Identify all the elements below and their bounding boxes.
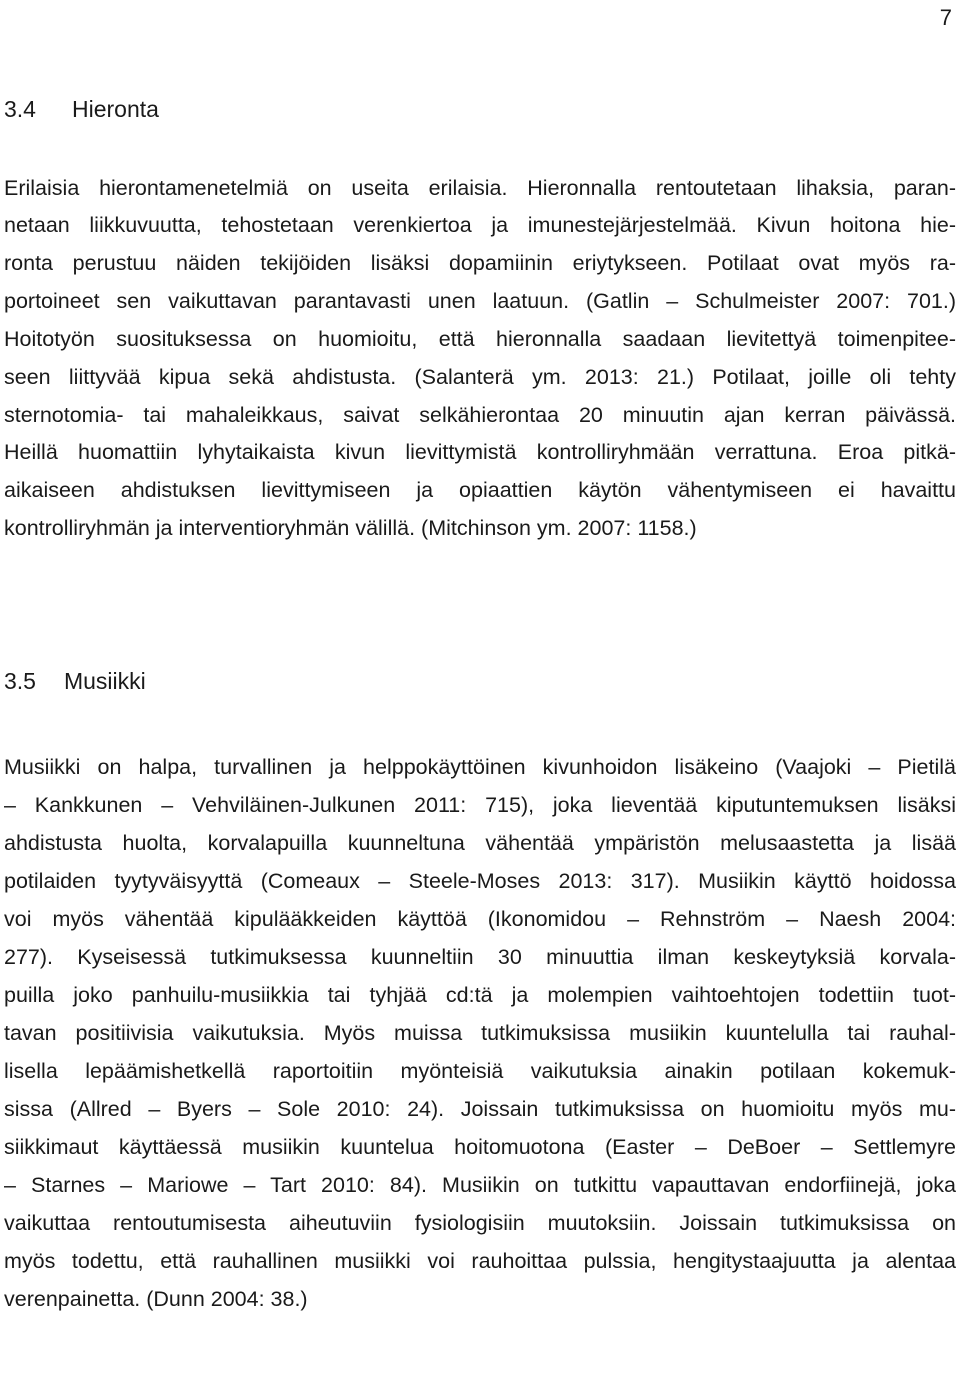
text-line: voi myös vähentää kipulääkkeiden käyttöä (Ikonomidou – Rehnström – Naesh 2004: <box>4 907 956 931</box>
text-line: potilaiden tyytyväisyyttä (Comeaux – Steele-Moses 2013: 317). Musiikin käyttö hoidossa <box>4 869 956 893</box>
text-line: – Starnes – Mariowe – Tart 2010: 84). Musiikin on tutkittu vapauttavan endorfiinejä, joka <box>4 1173 956 1197</box>
section-heading-musiikki <box>4 666 146 696</box>
text-line: 277). Kyseisessä tutkimuksessa kuunneltiin 30 minuuttia ilman keskeytyksiä korvala- <box>4 945 956 969</box>
text-line: tavan positiivisia vaikutuksia. Myös muissa tutkimuksissa musiikin kuuntelulla tai rauhal- <box>4 1021 956 1045</box>
section-heading-hieronta <box>4 94 159 124</box>
text-line: portoineet sen vaikuttavan parantavasti unen laatuun. (Gatlin – Schulmeister 2007: 701.) <box>4 289 956 313</box>
text-line: ahdistusta huolta, korvalapuilla kuunneltuna vähentää ympäristön melusaastetta ja lisää <box>4 831 956 855</box>
section-title: Hieronta <box>71 96 159 122</box>
text-line: kontrolliryhmän ja interventioryhmän välillä. (Mitchinson ym. 2007: 1158.) <box>4 516 697 540</box>
section-title: Musiikki <box>63 668 146 694</box>
page-number: 7 <box>939 5 952 30</box>
text-line: netaan liikkuvuutta, tehostetaan verenkiertoa ja imunestejärjestelmää. Kivun hoitona hie- <box>4 213 956 237</box>
section-number: 3.4 <box>4 96 36 122</box>
section-number: 3.5 <box>4 668 36 694</box>
text-line: Erilaisia hierontamenetelmiä on useita erilaisia. Hieronnalla rentoutetaan lihaksia, paran- <box>4 176 956 200</box>
text-line: puilla joko panhuilu-musiikkia tai tyhjää cd:tä ja molempien vaihtoehtojen todettiin tuot- <box>4 983 956 1007</box>
text-line: Hoitotyön suosituksessa on huomioitu, että hieronnalla saadaan lievitettyä toimenpitee- <box>4 327 956 351</box>
text-line: Musiikki on halpa, turvallinen ja helppokäyttöinen kivunhoidon lisäkeino (Vaajoki – Pietilä <box>4 755 956 779</box>
text-line: seen liittyvää kipua sekä ahdistusta. (Salanterä ym. 2013: 21.) Potilaat, joille oli tehty <box>4 365 956 389</box>
text-line: vaikuttaa rentoutumisesta aiheutuviin fysiologisiin muutoksiin. Joissain tutkimuksissa on <box>4 1211 956 1235</box>
text-line: aikaiseen ahdistuksen lievittymiseen ja opiaattien käytön vähentymiseen ei havaittu <box>4 478 956 502</box>
text-line: ronta perustuu näiden tekijöiden lisäksi dopamiinin eriytykseen. Potilaat ovat myös ra- <box>4 251 956 275</box>
text-line: Heillä huomattiin lyhytaikaista kivun lievittymistä kontrolliryhmään verrattuna. Eroa pitkä- <box>4 440 956 464</box>
text-line: – Kankkunen – Vehviläinen-Julkunen 2011: 715), joka lieventää kiputuntemuksen lisäksi <box>4 793 956 817</box>
text-line: lisella lepäämishetkellä raportoitiin myönteisiä vaikutuksia ainakin potilaan kokemuk- <box>4 1059 956 1083</box>
text-line: myös todettu, että rauhallinen musiikki voi rauhoittaa pulssia, hengitystaajuutta ja alentaa <box>4 1249 956 1273</box>
text-line: verenpainetta. (Dunn 2004: 38.) <box>4 1287 308 1311</box>
text-line: siikkimaut käyttäessä musiikin kuuntelua hoitomuotona (Easter – DeBoer – Settlemyre <box>4 1135 956 1159</box>
text-line: sternotomia- tai mahaleikkaus, saivat selkähierontaa 20 minuutin ajan kerran päivässä. <box>4 403 956 427</box>
text-line: sissa (Allred – Byers – Sole 2010: 24). Joissain tutkimuksissa on huomioitu myös mu- <box>4 1097 956 1121</box>
